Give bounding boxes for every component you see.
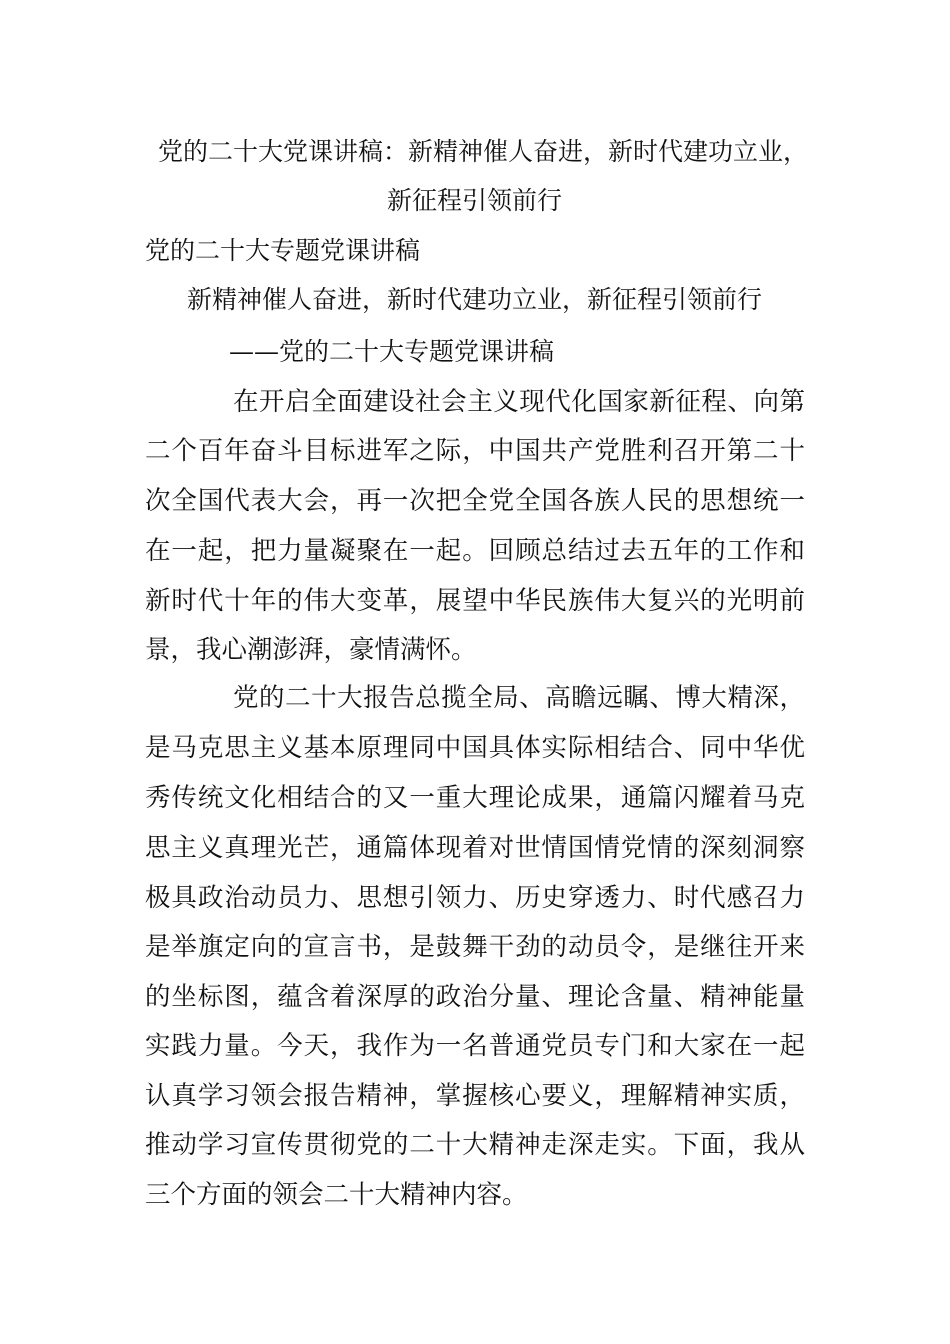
paragraph-2-line: 推动学习宣传贯彻党的二十大精神走深走实。下面，我从: [145, 1130, 805, 1160]
paragraph-2-line: 思主义真理光芒，通篇体现着对世情国情党情的深刻洞察: [145, 833, 805, 863]
document-heading: 党的二十大专题党课讲稿: [145, 236, 421, 265]
paragraph-2-line: 是举旗定向的宣言书，是鼓舞干劲的动员令，是继往开来: [145, 932, 805, 962]
paragraph-2-line: 的坐标图，蕴含着深厚的政治分量、理论含量、精神能量: [145, 982, 805, 1012]
paragraph-1-line: 新时代十年的伟大变革，展望中华民族伟大复兴的光明前: [145, 586, 805, 616]
paragraph-2-line: 极具政治动员力、思想引领力、历史穿透力、时代感召力: [145, 883, 805, 913]
paragraph-2-line: 党的二十大报告总揽全局、高瞻远瞩、博大精深，: [233, 683, 805, 713]
paragraph-2-line: 实践力量。今天，我作为一名普通党员专门和大家在一起: [145, 1031, 805, 1061]
document-title-line-2: 新征程引领前行: [387, 186, 563, 215]
paragraph-2-line: 三个方面的领会二十大精神内容。: [145, 1180, 528, 1210]
paragraph-1-line: 二个百年奋斗目标进军之际，中国共产党胜利召开第二十: [145, 436, 805, 466]
paragraph-1-line: 在开启全面建设社会主义现代化国家新征程、向第: [233, 387, 805, 417]
paragraph-1-line: 次全国代表大会，再一次把全党全国各族人民的思想统一: [145, 486, 805, 516]
paragraph-1-line: 景，我心潮澎湃，豪情满怀。: [145, 635, 477, 665]
document-title-line-1: 党的二十大党课讲稿：新精神催人奋进，新时代建功立业，: [158, 137, 809, 166]
document-byline: ——党的二十大专题党课讲稿: [229, 337, 555, 366]
paragraph-2-line: 是马克思主义基本原理同中国具体实际相结合、同中华优: [145, 733, 805, 763]
paragraph-2-line: 认真学习领会报告精神，掌握核心要义，理解精神实质，: [145, 1081, 805, 1111]
paragraph-2-line: 秀传统文化相结合的又一重大理论成果，通篇闪耀着马克: [145, 783, 805, 813]
paragraph-1-line: 在一起，把力量凝聚在一起。回顾总结过去五年的工作和: [145, 536, 805, 566]
document-subtitle: 新精神催人奋进，新时代建功立业，新征程引领前行: [187, 285, 763, 314]
